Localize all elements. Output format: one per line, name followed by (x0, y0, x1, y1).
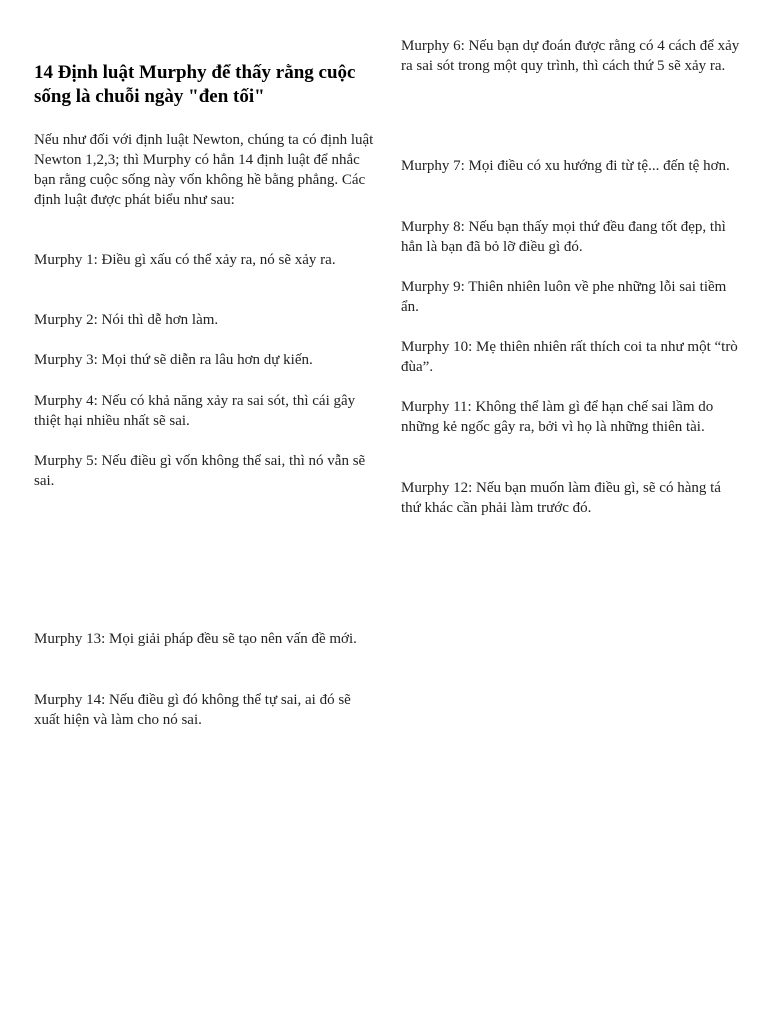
murphy-law-4: Murphy 4: Nếu có khả năng xảy ra sai sót, thì cái gây thiệt hại nhiều nhất sẽ sai. (34, 393, 356, 429)
murphy-law-10: Murphy 10: Mẹ thiên nhiên rất thích coi ta như một “trò đùa”. (401, 339, 738, 375)
murphy-law-11: Murphy 11: Không thể làm gì để hạn chế sai lầm do những kẻ ngốc gây ra, bởi vì họ là những thiên tài. (401, 399, 714, 435)
murphy-law-12: Murphy 12: Nếu bạn muốn làm điều gì, sẽ có hàng tá thứ khác cần phải làm trước đó. (401, 480, 721, 516)
murphy-law-8: Murphy 8: Nếu bạn thấy mọi thứ đều đang tốt đẹp, thì hẳn là bạn đã bỏ lỡ điều gì đó. (401, 219, 726, 255)
murphy-law-3: Murphy 3: Mọi thứ sẽ diễn ra lâu hơn dự kiến. (34, 352, 313, 368)
murphy-law-5: Murphy 5: Nếu điều gì vốn không thể sai, thì nó vẫn sẽ sai. (34, 453, 366, 489)
murphy-law-13: Murphy 13: Mọi giải pháp đều sẽ tạo nên vấn đề mới. (34, 631, 357, 647)
document-title: 14 Định luật Murphy để thấy rằng cuộc sống là chuỗi ngày "đen tối" (34, 62, 356, 107)
intro-paragraph: Nếu như đối với định luật Newton, chúng ta có định luật Newton 1,2,3; thì Murphy có hẳn 14 định luật để nhắc bạn rằng cuộc sống này vốn không hề bằng phẳng. Các định luật được phát biểu như sau: (34, 132, 374, 208)
murphy-law-2: Murphy 2: Nói thì dễ hơn làm. (34, 312, 219, 328)
murphy-law-9: Murphy 9: Thiên nhiên luôn về phe những lỗi sai tiềm ẩn. (401, 279, 727, 315)
murphy-law-1: Murphy 1: Điều gì xấu có thể xảy ra, nó sẽ xảy ra. (34, 252, 336, 268)
murphy-law-6: Murphy 6: Nếu bạn dự đoán được rằng có 4 cách để xảy ra sai sót trong một quy trình, thì cách thứ 5 sẽ xảy ra. (401, 38, 740, 74)
murphy-law-7: Murphy 7: Mọi điều có xu hướng đi từ tệ... đến tệ hơn. (401, 158, 730, 174)
murphy-law-14: Murphy 14: Nếu điều gì đó không thể tự sai, ai đó sẽ xuất hiện và làm cho nó sai. (34, 692, 351, 728)
